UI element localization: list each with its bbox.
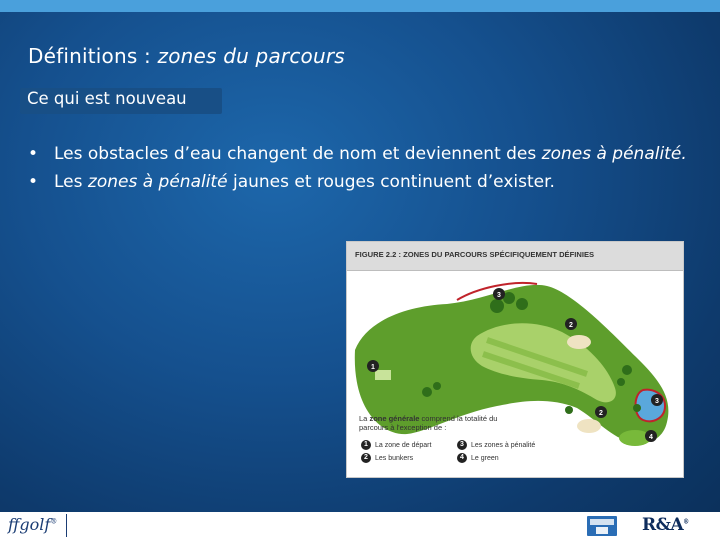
bunker <box>567 335 591 349</box>
bullet-item <box>28 140 688 168</box>
tee-box <box>375 370 391 380</box>
course-areas-figure <box>346 241 684 478</box>
slide-title <box>28 44 345 68</box>
bullet-item <box>28 168 688 196</box>
footer-divider <box>66 514 67 537</box>
marker-label: 3 <box>655 398 659 405</box>
figure-title: FIGURE 2.2 : ZONES DU PARCOURS SPÉCIFIQUEMENT DÉFINIES <box>355 250 595 259</box>
legend-intro: La zone générale comprend la totalité du parcours à l'exception de : <box>359 414 498 432</box>
marker-label: 1 <box>371 364 375 371</box>
marker-label: 3 <box>497 292 501 299</box>
bullet-text: Les obstacles d’eau changent de nom et deviennent des <box>54 144 542 164</box>
slide-subtitle: Ce qui est nouveau <box>27 89 187 108</box>
legend-item: 2 Les bunkers <box>361 453 413 463</box>
bullet-text: . <box>681 144 687 164</box>
legend-item: 1 La zone de départ <box>361 440 431 450</box>
marker-label: 2 <box>599 410 603 417</box>
marker-label: 2 <box>569 322 573 329</box>
bullet-marker: • <box>28 144 39 164</box>
bullet-text-italic: zones à pénalité <box>541 144 682 164</box>
bullet-marker: • <box>28 172 39 192</box>
bullet-text-italic: zones à pénalité <box>87 172 228 192</box>
slide-title-prefix: Définitions : <box>28 44 151 68</box>
slide-title-italic: zones du parcours <box>157 44 345 68</box>
top-accent-bar <box>0 0 720 12</box>
partner-logo-icon <box>587 516 617 536</box>
legend-item: 4 Le green <box>457 453 499 463</box>
ra-logo: R&A® <box>642 515 689 535</box>
bullet-text: Les <box>54 172 88 192</box>
marker-label: 4 <box>649 434 653 441</box>
bullet-text: jaunes et rouges continuent d’exister. <box>227 172 555 192</box>
legend-item: 3 Les zones à pénalité <box>457 440 535 450</box>
figure-legend <box>359 414 599 462</box>
bullet-list <box>28 140 688 196</box>
figure-header <box>347 242 683 271</box>
ffgolf-logo: ffgolf® <box>8 515 58 534</box>
